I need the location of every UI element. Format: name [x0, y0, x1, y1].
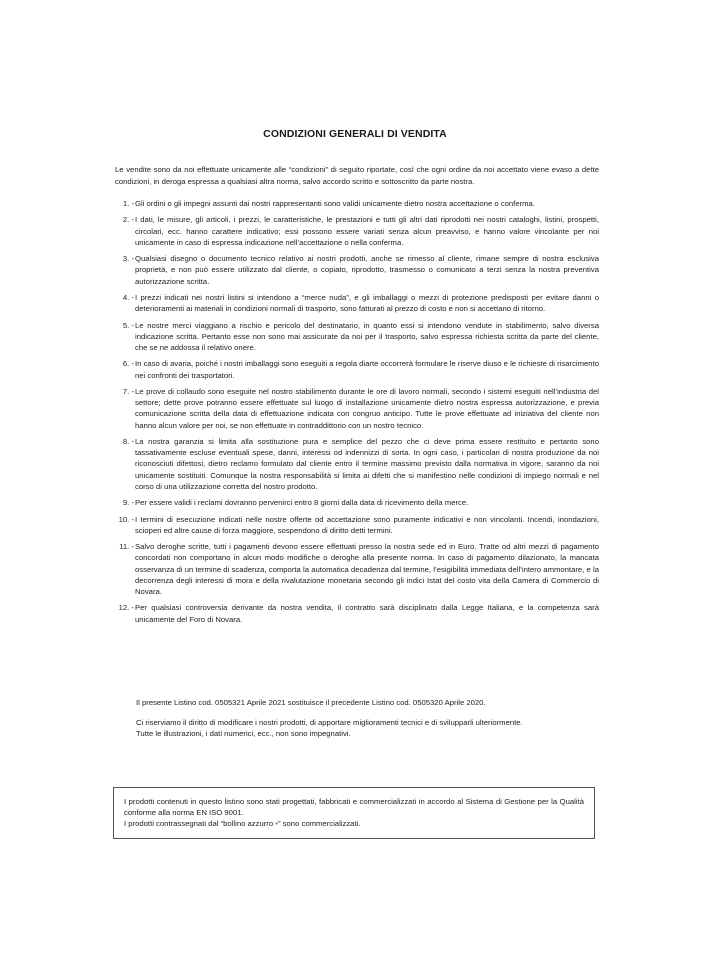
condition-item: [110, 602, 599, 624]
condition-item: [110, 320, 599, 354]
condition-text: La nostra garanzia si limita alla sostituzione pura e semplice del pezzo che ci deve prima essere restituito e pertanto sono tassativamente escluse eventuali spese, danni, interessi od indennizzi di sorta. In ogni caso, i particolari di nostra produzione da noi riconosciuti difettosi, dietro reclamo formulato dal cliente entro il termine massimo previsto dalla normativa in vigore, saranno da noi unicamente sostituiti. Comunque la nostra responsabilità si limita ai difetti che si manifestino nelle condizioni di impiego normali e nel corso di una utilizzazione corretta del nostro prodotto.: [135, 436, 599, 491]
condition-number: 4. -: [122, 292, 134, 302]
condition-number: 10. -: [118, 514, 134, 524]
condition-text: I dati, le misure, gli articoli, i prezzi, le caratteristiche, le prestazioni e tutti gli altri dati riprodotti nei nostri cataloghi, listini, prospetti, circolari, ecc. hanno carattere indicativo; essi possono essere variati senza alcun preavviso, e hanno valore vincolante per noi unicamente in caso di espressa indicazione nell’accettazione o nella conferma.: [135, 215, 599, 247]
condition-text: Per essere validi i reclami dovranno pervenirci entro 8 giorni dalla data di ricevimento della merce.: [135, 498, 469, 508]
page-title: CONDIZIONI GENERALI DI VENDITA: [263, 128, 447, 140]
condition-text: Salvo deroghe scritte, tutti i pagamenti devono essere effettuati presso la nostra sede ed in Euro. Tratte od altri mezzi di pagamento concordati non comportano in alcun modo modifiche o deroghe alla presente norma. In caso di pagamento dilazionato, la mancata osservanza di un termine di scadenza, comporta la automatica decadenza dal termine, l’esigibilità immediata dell’intero ammontare, e la decorrenza degli interessi di mora e della rivalutazione monetaria secondo gli indici Istat del costo vita della Camera di Commercio di Novara.: [135, 542, 599, 596]
condition-number: 3. -: [122, 254, 134, 264]
condition-text: I prezzi indicati nei nostri listini si intendono a “merce nuda”, e gli imballaggi o mezzi di protezione predisposti per evitare danni o deterioramenti ai materiali in condizioni normali di trasporto, sono fatturati al prezzo di costo e non si accettano di ritorno.: [135, 292, 599, 314]
condition-item: [110, 214, 599, 248]
blue-dot-icon: •: [275, 819, 278, 829]
condition-number: 7. -: [122, 386, 134, 396]
condition-number: 2. -: [122, 215, 134, 225]
badge-note-suffix: ” sono commercializzati.: [277, 819, 361, 829]
condition-text: I termini di esecuzione indicati nelle nostre offerte od accettazione sono puramente indicativi e non vincolanti. Incendi, inondazioni, scioperi ed altre cause di forza maggiore, sospendono di diritto detti termini.: [135, 514, 599, 535]
condition-text: Per qualsiasi controversia derivante da nostra vendita, il contratto sarà disciplinato dalla Legge Italiana, e la competenza sarà unicamente del Foro di Novara.: [135, 603, 599, 624]
condition-item: [110, 541, 599, 597]
condition-number: 1. -: [122, 199, 134, 208]
quality-notice-box: [113, 787, 595, 839]
condition-text: Gli ordini o gli impegni assunti dai nostri rappresentanti sono validi unicamente dietro nostra accettazione o conferma.: [135, 199, 535, 208]
condition-number: 12. -: [118, 603, 134, 613]
condition-item: [110, 386, 599, 431]
condition-item: [110, 436, 599, 492]
condition-number: 8. -: [122, 436, 134, 446]
condition-text: Le nostre merci viaggiano a rischio e pericolo del destinatario, in quanto essi si intendono vendute in stabilimento, salvo diversa indicazione scritta. Pertanto esse non sono mai assicurate da noi per il trasporto, salvo espressa richiesta scritta da parte del cliente, che se ne addossa il relativo onere.: [135, 320, 599, 352]
badge-note-prefix: I prodotti contrassegnati dal “bollino azzurro: [124, 819, 276, 829]
condition-number: 6. -: [122, 359, 134, 369]
condition-item: [110, 198, 599, 209]
condition-item: [110, 292, 599, 314]
condition-number: 5. -: [122, 320, 134, 330]
condition-item: [110, 514, 599, 536]
condition-number: 11. -: [119, 542, 134, 552]
condition-text: Le prove di collaudo sono eseguite nel nostro stabilimento durante le ore di lavoro normali, secondo i sistemi eseguiti nell’industria del settore; dette prove potranno essere effettuate sul luogo di installazione unicamente dietro nostra espressa autorizzazione, e previa comunicazione scritta della data di effettuazione indicata con congruo anticipo. Tutte le prove effettuate ad iniziativa del cliente non hanno alcun valore per noi, se non effettuate in contraddittorio con un nostro tecnico.: [135, 386, 599, 430]
rights-notice: [136, 717, 606, 739]
condition-item: [110, 253, 599, 287]
rights-line-2: Tutte le illustrazioni, i dati numerici, ecc., non sono impegnativi.: [136, 729, 351, 739]
intro-paragraph: Le vendite sono da noi effettuate unicamente alle “condizioni” di seguito riportate, così che ogni ordine da noi accettato viene evaso a dette condizioni, in deroga espressa a qualsiasi altra norma, salvo accordo scritto e sottoscritto da parte nostra.: [115, 165, 599, 186]
rights-line-1: Ci riserviamo il diritto di modificare i nostri prodotti, di apportare miglioramenti tecnici e di svilupparli ulteriormente.: [136, 718, 523, 727]
listino-notice: Il presente Listino cod. 0505321 Aprile 2021 sostituisce il precedente Listino cod. 0505320 Aprile 2020.: [136, 698, 486, 707]
badge-note: [124, 818, 584, 829]
condition-item: [110, 358, 599, 380]
condition-text: In caso di avaria, poiché i nostri imballaggi sono eseguiti a regola diarte occorrerà formulare le riserve diuso e le richieste di risarcimento nei confronti dei trasportatori.: [135, 359, 599, 380]
condition-text: Qualsiasi disegno o documento tecnico relativo ai nostri prodotti, anche se rimesso al cliente, rimane sempre di nostra esclusiva proprietà, e non può essere utilizzato dal cliente, o copiato, riprodotto, trasmesso o comunicato a terzi senza la nostra preventiva autorizzazione scritta.: [135, 254, 599, 286]
condition-number: 9. -: [122, 498, 134, 508]
quality-text: I prodotti contenuti in questo listino sono stati progettati, fabbricati e commercializzati in accordo al Sistema di Gestione per la Qualità conforme alla norma EN ISO 9001.: [124, 797, 584, 818]
conditions-list: [110, 198, 599, 630]
condition-item: [110, 497, 599, 508]
